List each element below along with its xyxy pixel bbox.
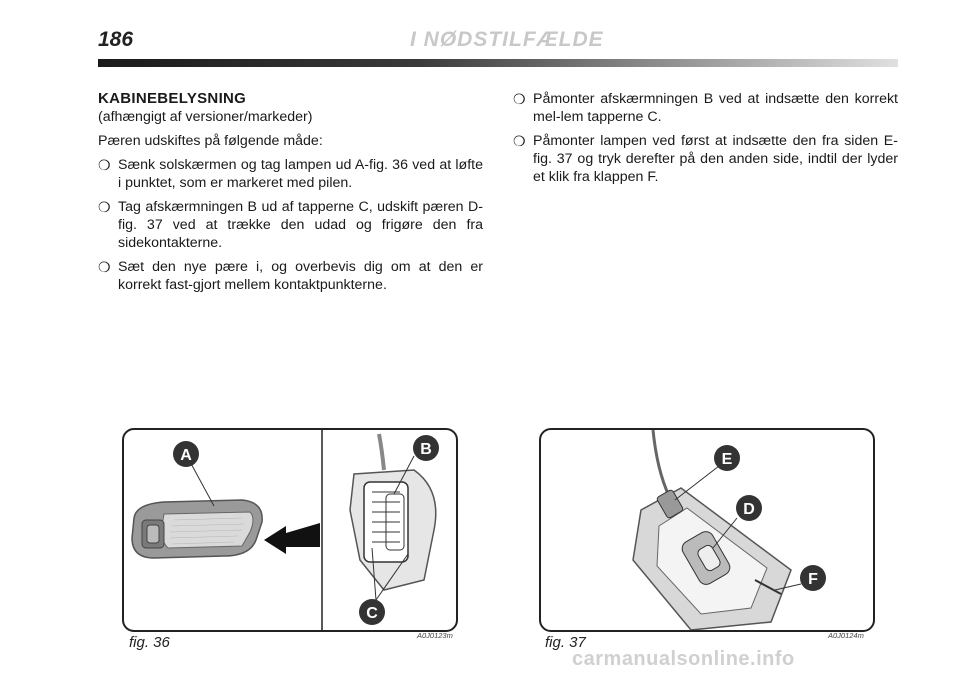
- list-item: [98, 258, 483, 294]
- figure-37-illustration: [541, 430, 873, 630]
- label-B: B: [420, 441, 432, 458]
- figure-36-illustration: [124, 430, 456, 630]
- list-item-text: Tag afskærmningen B ud af tapperne C, udskift pæren D-fig. 37 ved at trække den udad og frigøre den fra sidekontakterne.: [118, 199, 483, 251]
- right-column: [513, 90, 898, 192]
- list-item: [98, 198, 483, 252]
- figure-36-code: A0J0123m: [417, 631, 453, 640]
- figure-37: [539, 428, 875, 632]
- figure-36-caption: fig. 36: [129, 634, 170, 651]
- watermark: carmanualsonline.info: [572, 648, 795, 670]
- section-subheading: (afhængigt af versioner/markeder): [98, 109, 313, 125]
- header-rule: [98, 59, 898, 67]
- list-item-text: Påmonter afskærmningen B ved at indsætte den korrekt mel-lem tapperne C.: [533, 91, 898, 125]
- label-D: D: [743, 501, 755, 518]
- list-item-text: Påmonter lampen ved først at indsætte den fra siden E-fig. 37 og tryk derefter på den anden side, indtil der lyder et klik fra klappen F.: [533, 133, 898, 185]
- list-item-text: Sæt den nye pære i, og overbevis dig om at den er korrekt fast-gjort mellem kontaktpunkterne.: [118, 259, 483, 293]
- label-C: C: [366, 605, 378, 622]
- bullet-icon: ❍: [98, 259, 111, 275]
- list-item-text: Sænk solskærmen og tag lampen ud A-fig. 36 ved at løfte i punktet, som er markeret med pilen.: [118, 157, 483, 191]
- list-item: [513, 90, 898, 126]
- bullet-icon: ❍: [513, 133, 526, 149]
- label-E: E: [721, 451, 733, 468]
- figure-37-caption: fig. 37: [545, 634, 586, 651]
- page-number: 186: [98, 28, 134, 51]
- figure-37-code: A0J0124m: [828, 631, 864, 640]
- section-heading: KABINEBELYSNING: [98, 90, 247, 107]
- figure-36: [122, 428, 458, 632]
- label-F: F: [808, 571, 818, 588]
- left-column: [98, 90, 483, 300]
- bullet-icon: ❍: [98, 199, 111, 215]
- section-title: I NØDSTILFÆLDE: [410, 28, 604, 51]
- label-A: A: [180, 447, 192, 464]
- list-item: [513, 132, 898, 186]
- list-item: [98, 156, 483, 192]
- bullet-icon: ❍: [513, 91, 526, 107]
- bullet-icon: ❍: [98, 157, 111, 173]
- intro-text: Pæren udskiftes på følgende måde:: [98, 133, 323, 149]
